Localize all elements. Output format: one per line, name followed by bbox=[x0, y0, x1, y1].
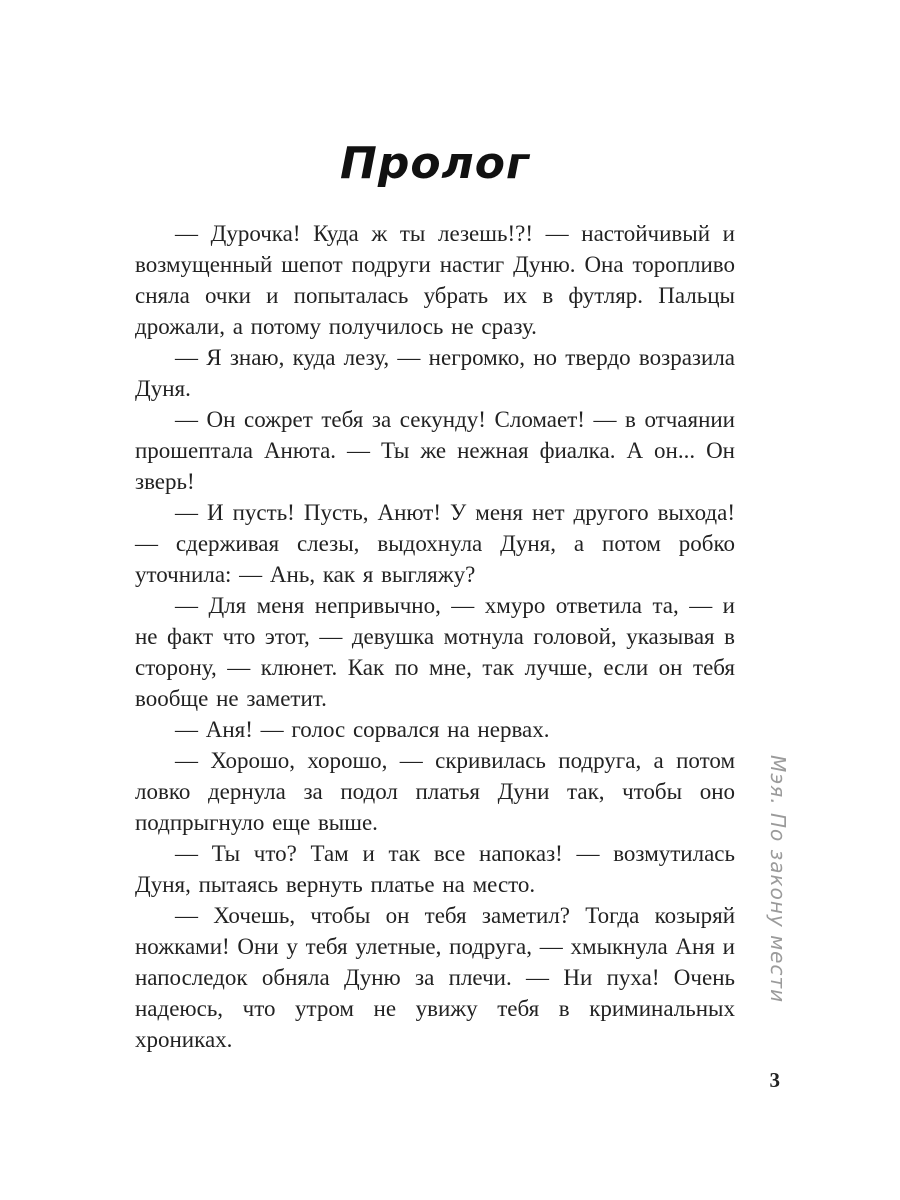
paragraph: — Он сожрет тебя за секунду! Сломает! — в отчаянии прошептала Анюта. — Ты же нежная фиалка. А он... Он зверь! bbox=[135, 407, 735, 495]
page-number: 3 bbox=[769, 1068, 780, 1092]
paragraph: — Я знаю, куда лезу, — негромко, но твердо возразила Дуня. bbox=[135, 345, 735, 402]
series-side-note: Мэя. По закону мести bbox=[766, 755, 790, 1004]
paragraph: — Аня! — голос сорвался на нервах. bbox=[175, 717, 550, 743]
paragraph: — И пусть! Пусть, Анют! У меня нет другого выхода! — сдерживая слезы, выдохнула Дуня, а потом робко уточнила: — Ань, как я выгляжу? bbox=[135, 500, 735, 588]
chapter-title: Пролог bbox=[340, 138, 530, 189]
paragraph: — Дурочка! Куда ж ты лезешь!?! — настойчивый и возмущенный шепот подруги настиг Дуню. Она торопливо сняла очки и попыталась убрать их в футляр. Пальцы дрожали, а потому получилось не сразу. bbox=[135, 221, 735, 340]
text-block bbox=[135, 140, 735, 1055]
paragraph: — Хочешь, чтобы он тебя заметил? Тогда козыряй ножками! Они у тебя улетные, подруга, — хмыкнула Аня и напоследок обняла Дуню за плечи. — Ни пуха! Очень надеюсь, что утром не увижу тебя в криминальных хрониках. bbox=[135, 903, 735, 1053]
body-text bbox=[135, 218, 735, 1055]
paragraph: — Ты что? Там и так все напоказ! — возмутилась Дуня, пытаясь вернуть платье на место. bbox=[135, 841, 735, 898]
paragraph: — Для меня непривычно, — хмуро ответила та, — и не факт что этот, — девушка мотнула головой, указывая в сторону, — клюнет. Как по мне, так лучше, если он тебя вообще не заметит. bbox=[135, 593, 735, 712]
paragraph: — Хорошо, хорошо, — скривилась подруга, а потом ловко дернула за подол платья Дуни так, чтобы оно подпрыгнуло еще выше. bbox=[135, 748, 735, 836]
